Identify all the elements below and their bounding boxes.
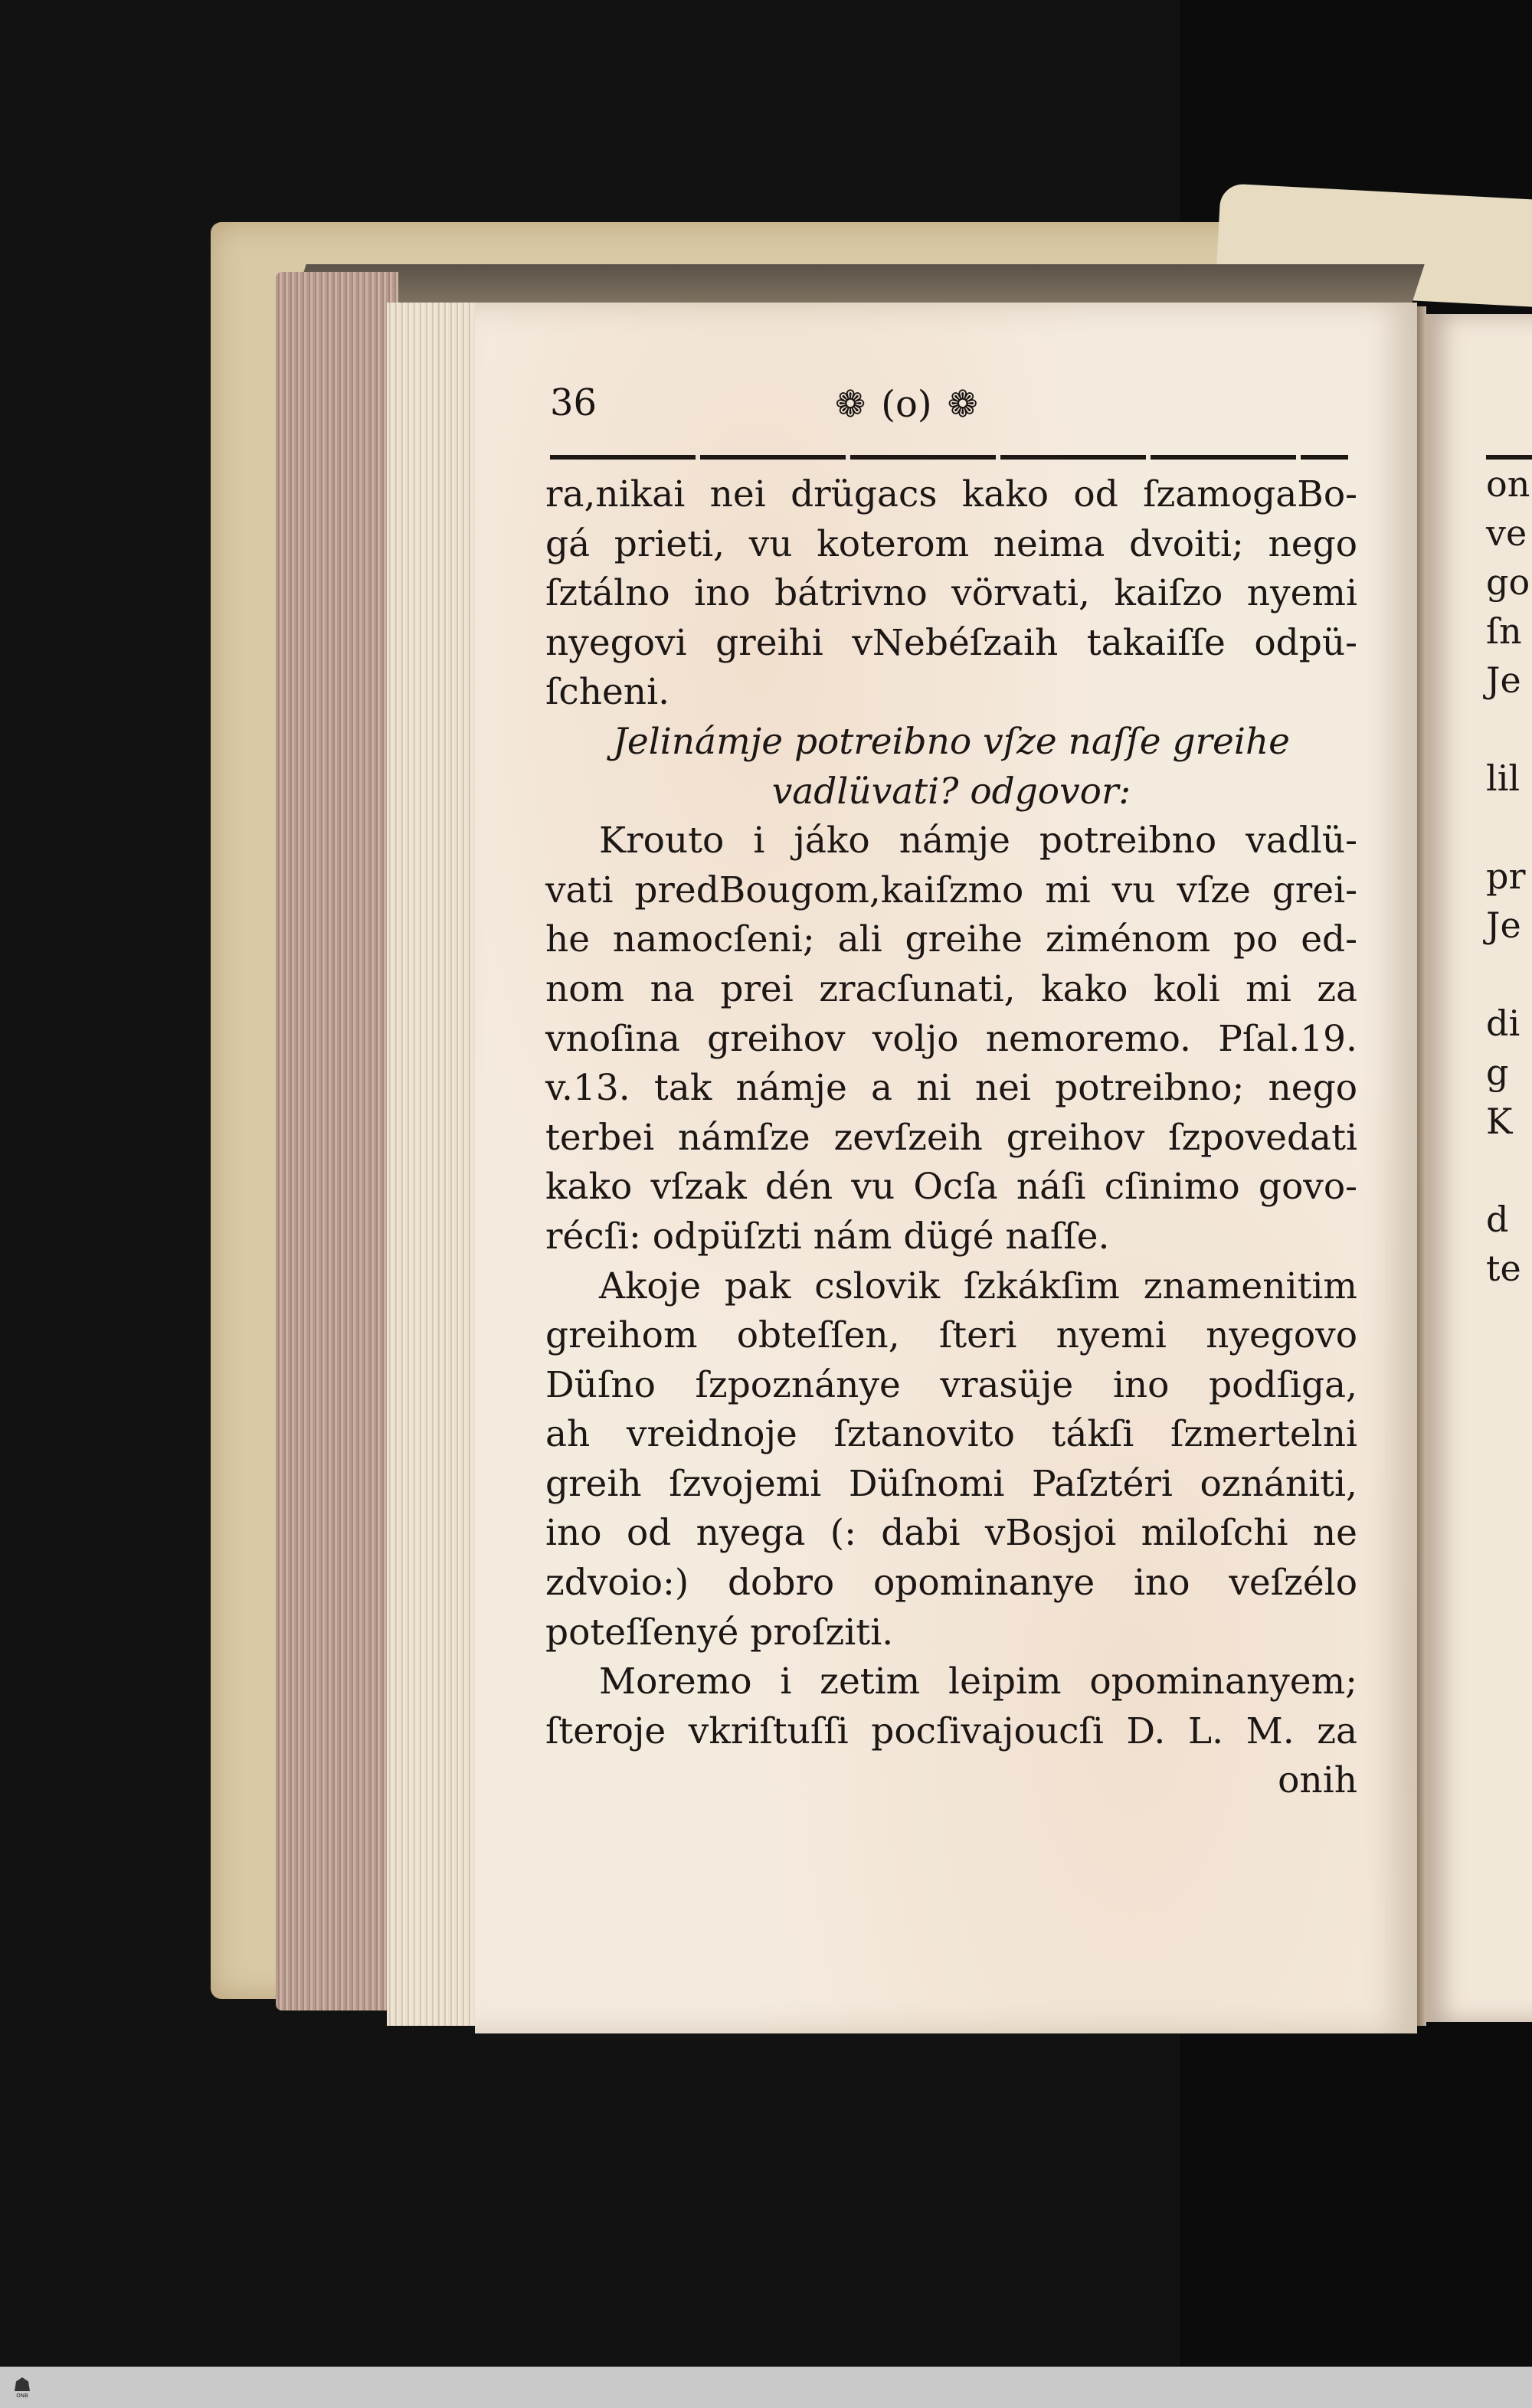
page-fore-edge [276,272,398,2010]
facing-page-fragment: te [1486,1248,1521,1289]
flower-ornament-icon: ❁ [947,383,978,426]
facing-page-fragment [1486,1146,1532,1195]
text-line: nom na prei zracſunati, kako koli mi za [545,967,1357,1010]
text-line: v.13. tak námje a ni nei potreibno; nego [545,1067,1357,1110]
facing-page-fragment [1486,705,1532,754]
text-line: récſi: odpüſzti nám dügé naſſe. [545,1215,1110,1258]
flower-ornament-icon: ❁ [835,383,866,426]
question-line: vadlüvati? odgovor: [771,770,1131,813]
facing-page-fragment [1486,803,1532,852]
library-logo-icon [15,2377,30,2391]
text-line: he namocſeni; ali greihe ziménom po ed- [545,918,1357,961]
text-line: Düſno ſzpoznánye vrasüje ino podſiga, [545,1363,1357,1406]
header-rule [550,455,1348,460]
page-number: 36 [550,381,597,424]
facing-page-fragment: on [1486,463,1530,505]
facing-page-fragment: go [1486,561,1530,603]
viewer-footer [0,2367,1532,2408]
facing-page-fragment: Je [1486,659,1521,701]
text-line: poteſſenyé proſziti. [545,1611,894,1654]
text-line: Akoje pak cslovik ſzkákſim znamenitim [599,1265,1357,1307]
text-line: Moremo i zetim leipim opominanyem; [599,1660,1357,1703]
page-header [550,381,1348,443]
text-line: ah vreidnoje ſztanovito tákſi ſzmertelni [545,1413,1357,1456]
text-line: greihom obteſſen, ſteri nyemi nyegovo [545,1314,1357,1357]
header-ornament [835,383,978,426]
text-line: gá prieti, vu koterom neima dvoiti; nego [545,522,1357,565]
text-line: zdvoio:) dobro opominanye ino veſzélo [545,1562,1357,1605]
library-logo-text: ONB [16,2393,28,2399]
body-text [545,470,1357,1806]
text-line: ra,nikai nei drügacs kako od ſzamogaBo- [545,473,1357,515]
facing-page-fragment: pr [1486,856,1526,897]
ornament-center: (o) [881,383,932,426]
text-line: terbei námſze zevſzeih greihov ſzpovedati [545,1116,1357,1159]
text-line: ſztálno ino bátrivno vörvati, kaiſzo nyemi [545,572,1357,615]
facing-page-fragment: ſn [1486,610,1522,652]
text-line: ino od nyega (: dabi vBosjoi miloſchi ne [545,1512,1357,1555]
question-line: Jelinámje potreibno vſze naſſe greihe [613,720,1290,763]
library-logo [3,2371,41,2405]
text-line: ſcheni. [545,671,670,714]
facing-page-fragment: g [1486,1052,1509,1093]
facing-page-fragment: di [1486,1003,1521,1044]
text-line: vati predBougom,kaiſzmo mi vu vſze grei- [545,869,1357,911]
facing-page-fragment: d [1486,1199,1509,1240]
text-line: ſteroje vkriſtuſſi pocſivajoucſi D. L. M. za [545,1709,1357,1752]
facing-page-fragment: K [1486,1101,1513,1142]
facing-page-fragment: lil [1486,757,1521,799]
text-line: nyegovi greihi vNebéſzaih takaiſſe odpü- [545,621,1357,664]
text-line: greih ſzvojemi Düſnomi Paſztéri oznániti, [545,1462,1357,1505]
page-fore-edge-inner [387,303,486,2026]
text-line: Krouto i jáko námje potreibno vadlü- [599,820,1357,862]
facing-page-fragment [1486,950,1532,999]
facing-page-fragment: ve [1486,512,1527,554]
text-line: vnoſina greihov voljo nemoremo. Pſal.19. [545,1017,1357,1060]
catchword: onih [1278,1759,1357,1802]
facing-page-fragment: Je [1486,905,1521,946]
facing-page-text [1486,460,1532,1293]
text-line: kako vſzak dén vu Ocſa náſi cſinimo govo- [545,1166,1357,1209]
